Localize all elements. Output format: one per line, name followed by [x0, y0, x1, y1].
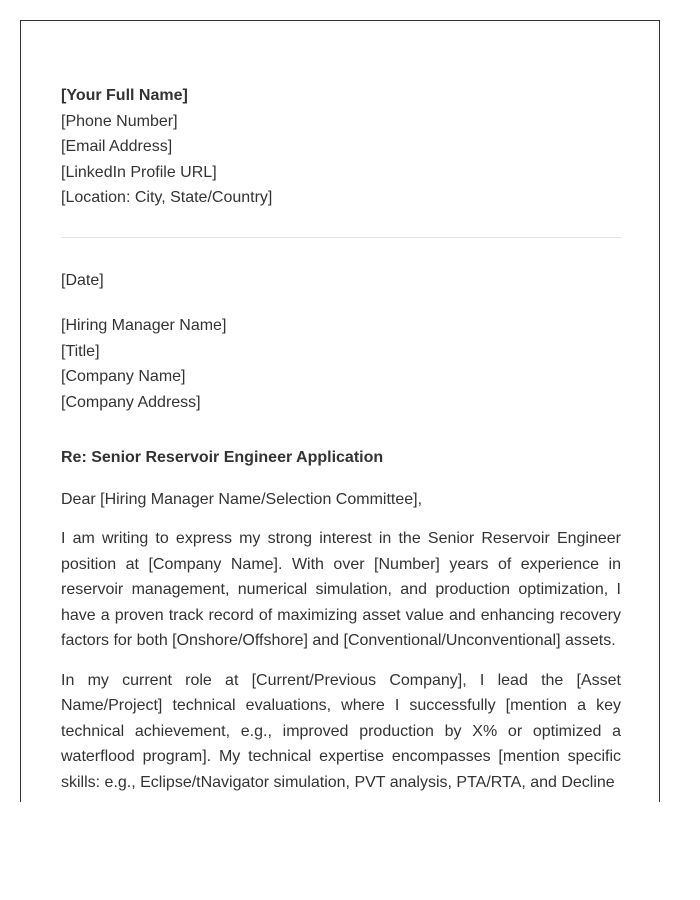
salutation: Dear [Hiring Manager Name/Selection Committee],: [61, 490, 423, 508]
email-address: [Email Address]: [61, 138, 173, 155]
recipient-block: [61, 313, 621, 415]
location: [Location: City, State/Country]: [61, 189, 273, 206]
letter-content: [61, 83, 621, 795]
phone-number: [Phone Number]: [61, 112, 178, 130]
body-paragraph: In my current role at [Current/Previous Company], I lead the [Asset Name/Project] technical evaluations, where I successfully [mention a key technical achievement, e.g., improved production by X% or optimized a waterflood program]. My technical expertise encompasses [mention specific skills: e.g., Eclipse/tNavigator simulation, PVT analysis, PTA/RTA, and Decline: [61, 671, 621, 791]
subject-line: Re: Senior Reservoir Engineer Application: [61, 449, 384, 466]
date-block: [61, 268, 621, 294]
header-divider: [61, 237, 621, 238]
document-page: [20, 20, 660, 802]
applicant-name: [Your Full Name]: [61, 87, 188, 104]
letter-date: [Date]: [61, 271, 104, 289]
recipient-company-address: [Company Address]: [61, 393, 201, 411]
body-paragraph: I am writing to express my strong interest in the Senior Reservoir Engineer position at [Company Name]. With over [Number] years of experience in reservoir management, numerical simulation, and production optimization, I have a proven track record of maximizing asset value and enhancing recovery factors for both [Onshore/Offshore] and [Conventional/Unconventional] assets.: [61, 530, 621, 649]
linkedin-url: [LinkedIn Profile URL]: [61, 163, 217, 181]
contact-block: [61, 83, 621, 211]
recipient-company-name: [Company Name]: [61, 368, 186, 385]
recipient-manager-name: [Hiring Manager Name]: [61, 317, 227, 334]
recipient-title: [Title]: [61, 342, 100, 360]
